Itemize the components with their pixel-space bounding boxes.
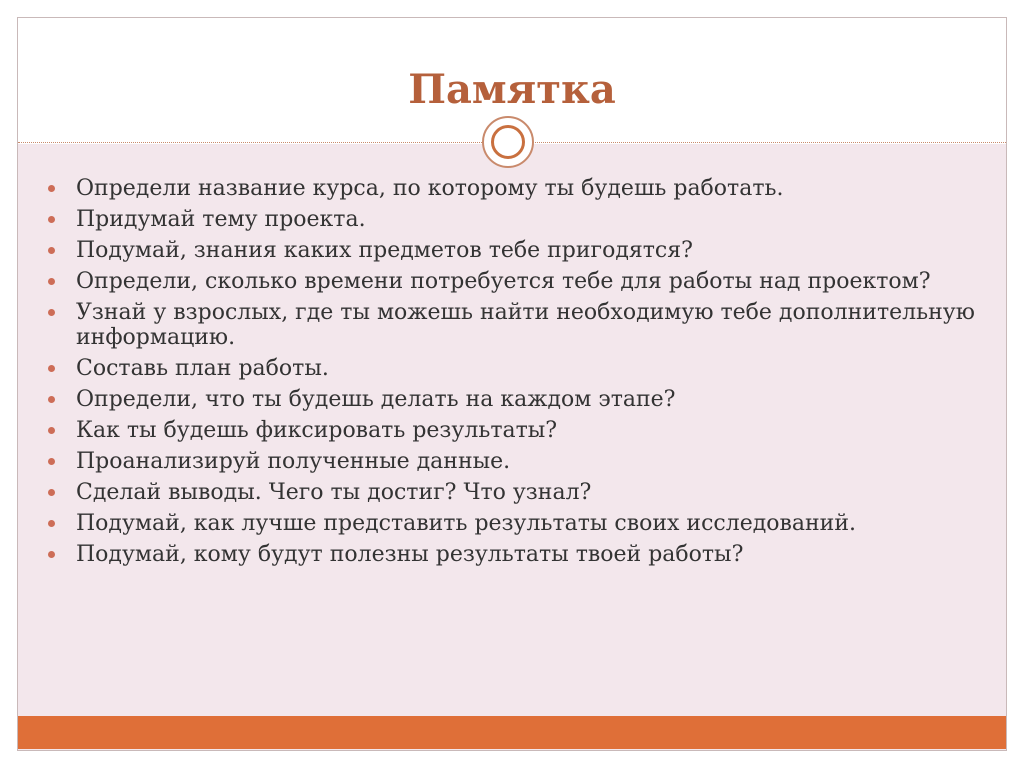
list-item-text: Подумай, знания каких предметов тебе пригодятся? bbox=[76, 238, 693, 263]
list-item bbox=[48, 300, 978, 350]
list-item bbox=[48, 449, 978, 474]
bullet-icon bbox=[48, 216, 55, 223]
bullet-icon bbox=[48, 365, 55, 372]
bullet-icon bbox=[48, 427, 55, 434]
circle-ornament-icon bbox=[482, 116, 534, 168]
bottom-accent-bar bbox=[18, 716, 1006, 749]
bullet-icon bbox=[48, 489, 55, 496]
list-item-text: Определи, что ты будешь делать на каждом этапе? bbox=[76, 387, 676, 412]
bullet-icon bbox=[48, 278, 55, 285]
list-item-text: Определи, сколько времени потребуется тебе для работы над проектом? bbox=[76, 269, 931, 294]
list-item bbox=[48, 542, 978, 567]
list-item-text: Узнай у взрослых, где ты можешь найти необходимую тебе дополнительную информацию. bbox=[76, 300, 975, 350]
list-item-text: Составь план работы. bbox=[76, 356, 329, 381]
list-item-text: Проанализируй полученные данные. bbox=[76, 449, 511, 474]
list-item bbox=[48, 511, 978, 536]
list-item bbox=[48, 387, 978, 412]
bullet-icon bbox=[48, 551, 55, 558]
list-item bbox=[48, 356, 978, 381]
list-item-text: Как ты будешь фиксировать результаты? bbox=[76, 418, 558, 443]
slide bbox=[17, 17, 1007, 751]
list-item-text: Подумай, как лучше представить результаты своих исследований. bbox=[76, 511, 857, 536]
bullet-icon bbox=[48, 520, 55, 527]
list-item-text: Подумай, кому будут полезны результаты твоей работы? bbox=[76, 542, 744, 567]
list-item bbox=[48, 207, 978, 232]
list-item bbox=[48, 269, 978, 294]
list-item bbox=[48, 418, 978, 443]
list-item bbox=[48, 176, 978, 201]
slide-title: Памятка bbox=[408, 66, 616, 113]
circle-ornament-inner bbox=[491, 125, 525, 159]
bullet-icon bbox=[48, 185, 55, 192]
bullet-list bbox=[48, 176, 978, 573]
list-item-text: Придумай тему проекта. bbox=[76, 207, 366, 232]
list-item-text: Определи название курса, по которому ты будешь работать. bbox=[76, 176, 784, 201]
list-item-text: Сделай выводы. Чего ты достиг? Что узнал? bbox=[76, 480, 592, 505]
bullet-icon bbox=[48, 458, 55, 465]
bullet-icon bbox=[48, 396, 55, 403]
bullet-icon bbox=[48, 247, 55, 254]
bullet-icon bbox=[48, 309, 55, 316]
list-item bbox=[48, 238, 978, 263]
list-item bbox=[48, 480, 978, 505]
